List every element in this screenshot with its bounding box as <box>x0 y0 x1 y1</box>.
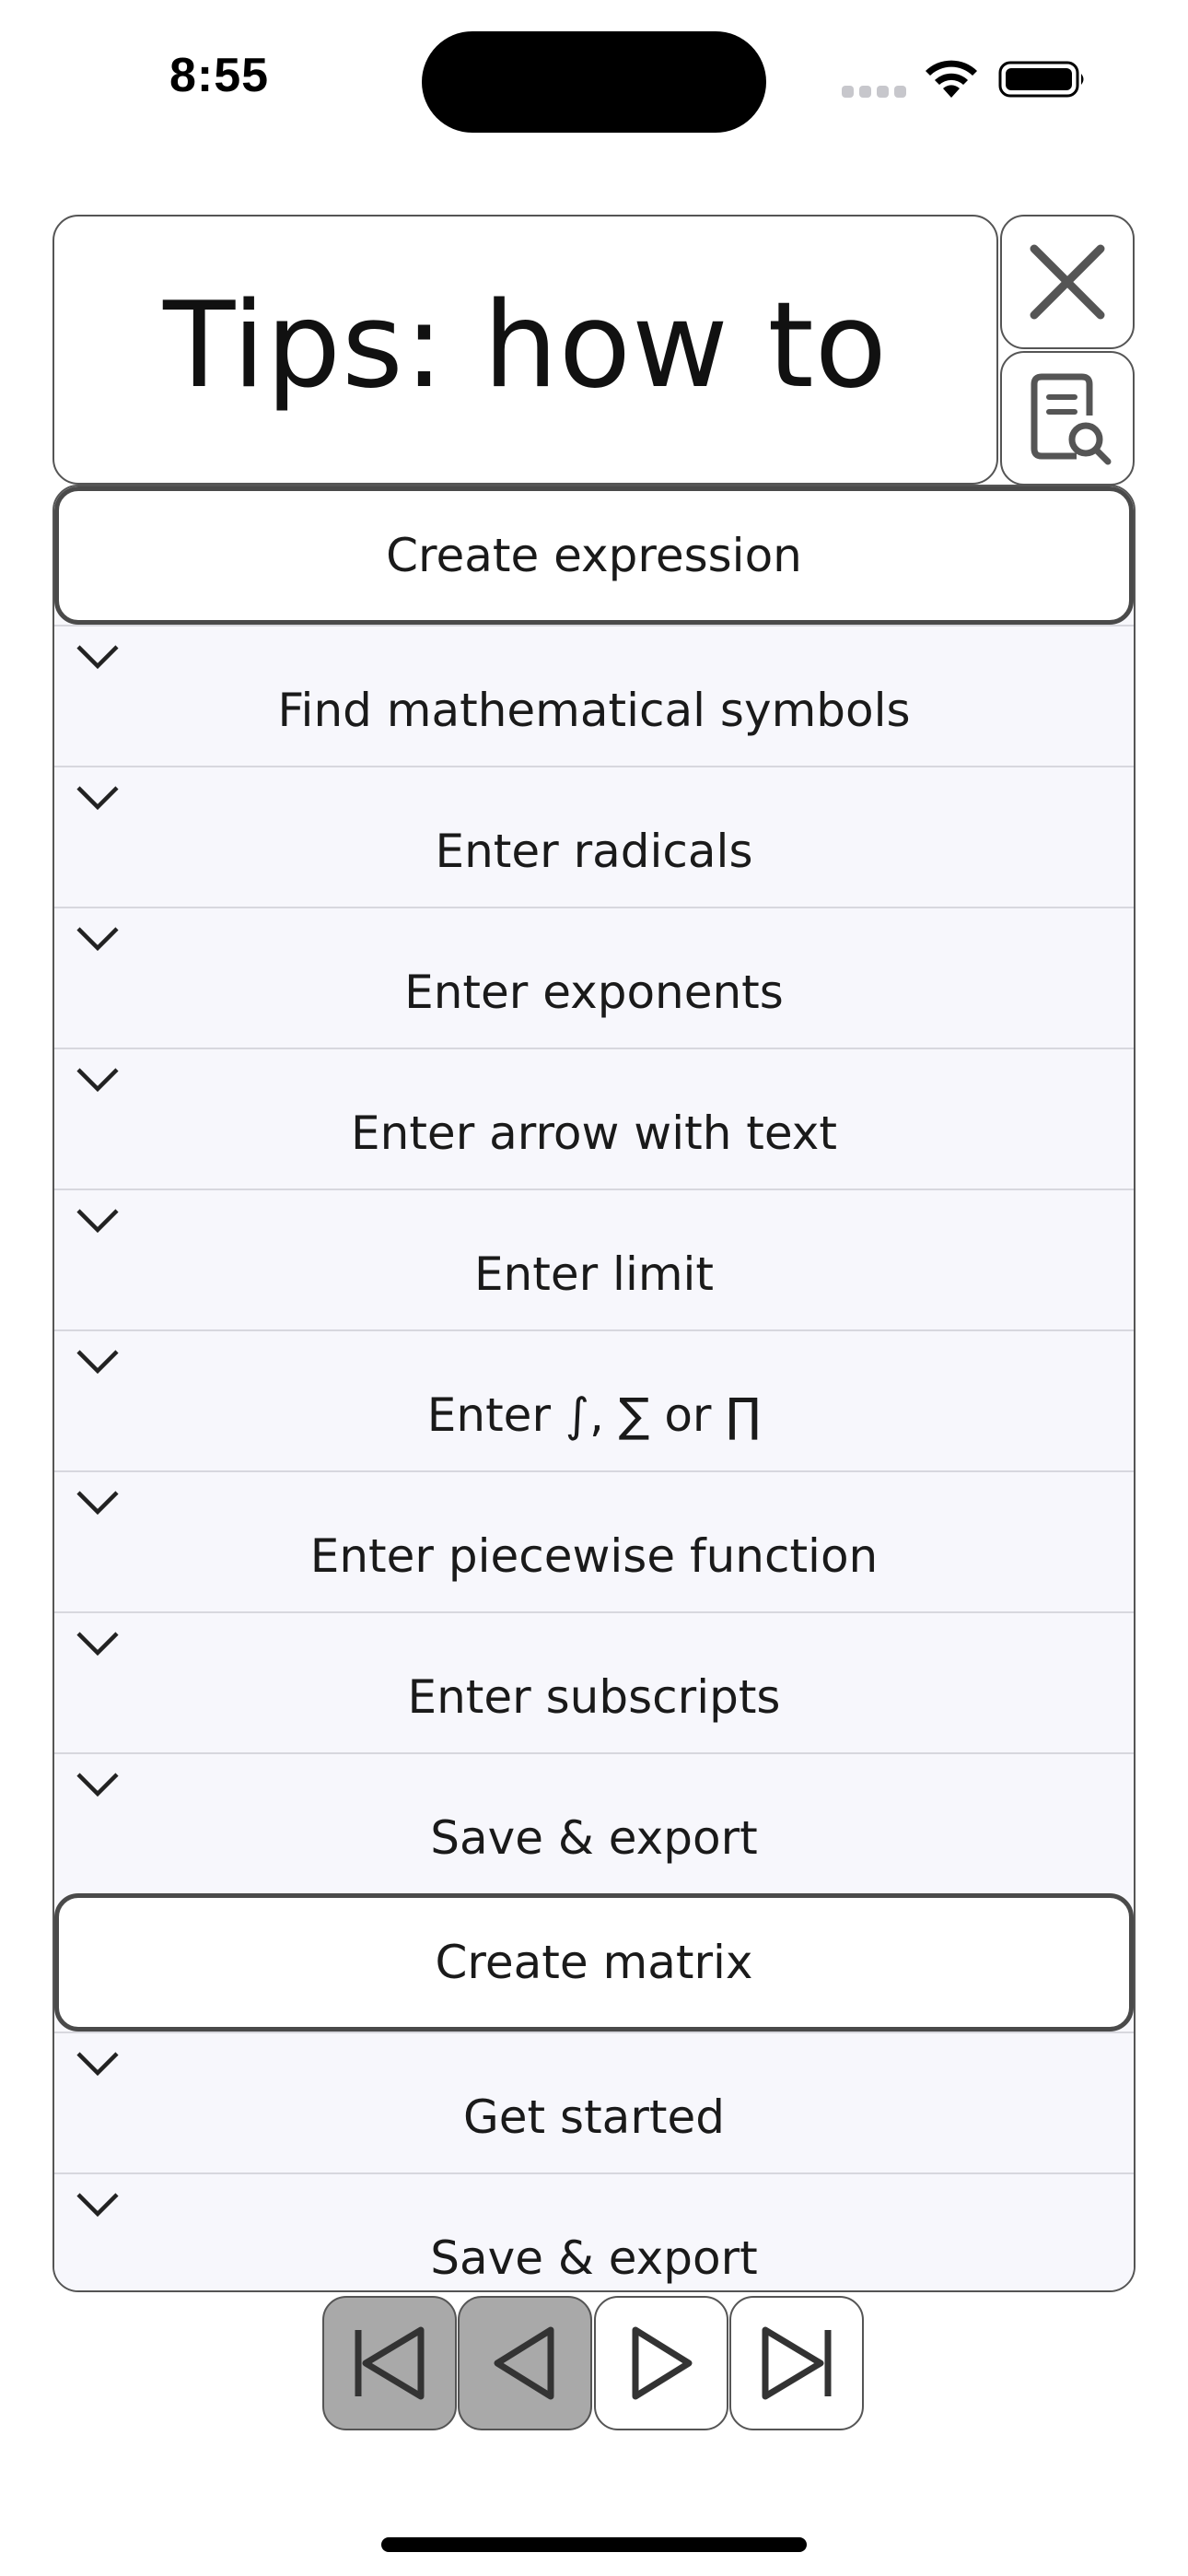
chevron-down-icon <box>75 1630 121 1657</box>
list-item-label: Enter radicals <box>435 824 753 878</box>
document-search-button[interactable] <box>1000 351 1135 486</box>
section-title: Create expression <box>386 529 802 582</box>
list-item-label: Enter exponents <box>404 965 784 1019</box>
document-search-icon <box>1021 368 1113 469</box>
close-icon <box>1021 236 1113 328</box>
chevron-down-icon <box>75 1066 121 1094</box>
chevron-down-icon <box>75 784 121 812</box>
chevron-down-icon <box>75 1348 121 1376</box>
list-item-label: Enter limit <box>473 1247 715 1301</box>
title-panel <box>52 215 998 485</box>
list-item[interactable] <box>54 1188 1134 1329</box>
wifi-icon <box>923 57 980 100</box>
list-item-label: Enter ∫, ∑ or ∏ <box>426 1388 762 1442</box>
list-item[interactable] <box>54 2032 1134 2172</box>
chevron-down-icon <box>75 2050 121 2078</box>
chevron-down-icon <box>75 1771 121 1798</box>
list-item[interactable] <box>54 766 1134 907</box>
chevron-down-icon <box>75 643 121 671</box>
skip-to-last-icon <box>751 2317 843 2409</box>
list-item[interactable] <box>54 1611 1134 1752</box>
page-title: Tips: how to <box>163 277 888 415</box>
first-page-button[interactable] <box>322 2296 457 2430</box>
tips-list[interactable] <box>52 485 1136 2292</box>
previous-page-button[interactable] <box>458 2296 592 2430</box>
list-item-label: Find mathematical symbols <box>277 683 911 737</box>
status-time: 8:55 <box>169 49 270 102</box>
section-title: Create matrix <box>435 1936 753 1989</box>
list-item-label: Save & export <box>430 2231 758 2285</box>
battery-icon <box>998 59 1087 100</box>
last-page-button[interactable] <box>729 2296 864 2430</box>
next-icon <box>615 2317 707 2409</box>
skip-to-first-icon <box>344 2317 436 2409</box>
dynamic-island <box>422 31 766 133</box>
next-page-button[interactable] <box>594 2296 728 2430</box>
section-header-create-expression[interactable] <box>54 486 1134 625</box>
list-item[interactable] <box>54 2172 1134 2292</box>
list-item[interactable] <box>54 1752 1134 1893</box>
list-item-label: Enter arrow with text <box>351 1106 837 1160</box>
cellular-signal-icon <box>842 86 906 99</box>
list-item-label: Enter piecewise function <box>309 1528 879 1583</box>
section-header-create-matrix[interactable] <box>54 1893 1134 2032</box>
chevron-down-icon <box>75 925 121 953</box>
list-item[interactable] <box>54 907 1134 1048</box>
home-indicator[interactable] <box>381 2537 807 2552</box>
list-item-label: Enter subscripts <box>407 1669 781 1724</box>
list-item-label: Save & export <box>430 1810 758 1865</box>
chevron-down-icon <box>75 2191 121 2219</box>
close-button[interactable] <box>1000 215 1135 349</box>
list-item[interactable] <box>54 625 1134 766</box>
list-item[interactable] <box>54 1329 1134 1470</box>
list-item-label: Get started <box>463 2090 725 2144</box>
previous-icon <box>479 2317 571 2409</box>
chevron-down-icon <box>75 1489 121 1516</box>
chevron-down-icon <box>75 1207 121 1235</box>
list-item[interactable] <box>54 1048 1134 1188</box>
list-item[interactable] <box>54 1470 1134 1611</box>
